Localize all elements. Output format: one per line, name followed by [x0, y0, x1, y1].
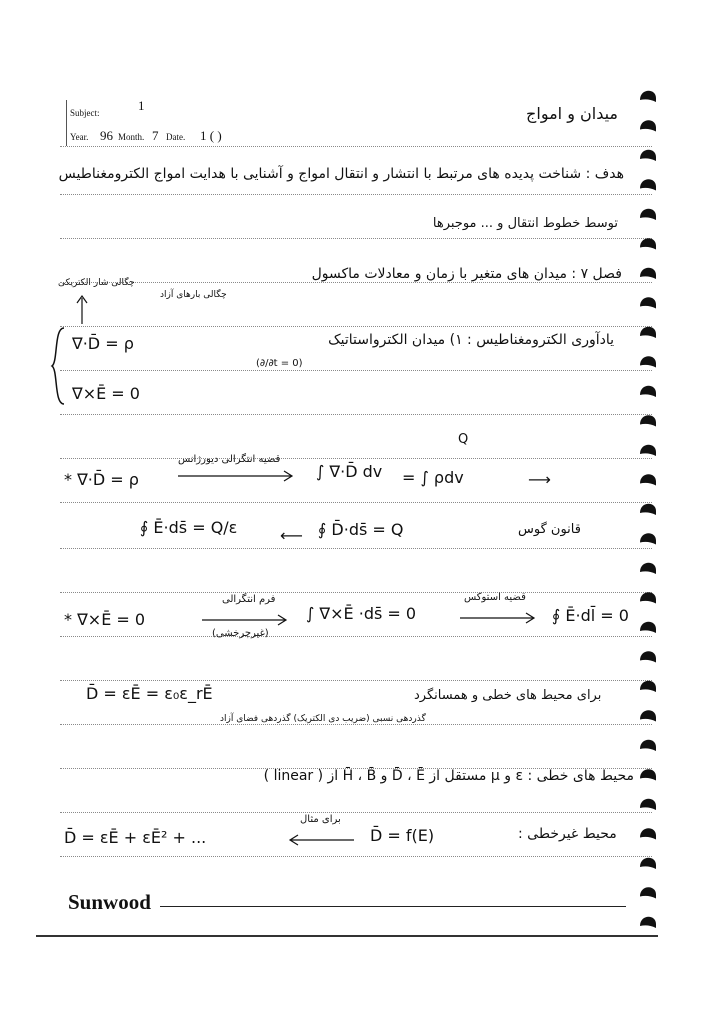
equation-curl-e: ∇×Ē = 0 [72, 384, 140, 403]
month-label: Month. [118, 132, 145, 142]
binding-hole [640, 651, 656, 662]
linear-isotropic-note: برای محیط های خطی و همسانگرد [414, 688, 602, 703]
note-arrow [72, 294, 92, 324]
gauss-q-label: Q [458, 432, 469, 447]
for-example-arrow [286, 834, 356, 846]
divergence-theorem-note: قضیه انتگرالی دیورژانس [178, 454, 281, 465]
gauss-volume-integral: ∫ ∇·D̄ dv [316, 462, 383, 481]
binding-hole [640, 297, 656, 308]
binding-hole [640, 179, 656, 190]
stokes-theorem-note: قضیه استوکس [464, 592, 526, 603]
arrow-right-icon: ⟶ [528, 470, 551, 489]
binding-hole [640, 386, 656, 397]
binding-hole [640, 533, 656, 544]
arrow-left-icon: ⟵ [280, 526, 303, 545]
nonlinear-media-label: محیط غیرخطی : [518, 826, 617, 842]
binding-hole [640, 474, 656, 485]
reminder-heading: یادآوری الکترومغناطیس : ۱) میدان الکترواستاتیک [328, 332, 614, 348]
binding-hole [640, 209, 656, 220]
binding-hole [640, 504, 656, 515]
brace-icon [48, 326, 68, 406]
nonlinear-series: D̄ = εĒ + εĒ² + ... [64, 828, 207, 847]
permittivity-notes: گذردهی نسبی (ضریب دی الکتریک) گذردهی فضای آزاد [220, 714, 426, 724]
irrotational-note: (غیرچرخشی) [212, 628, 269, 639]
date-value: 1 ( ) [200, 128, 222, 143]
year-label: Year. [70, 132, 89, 142]
equation-div-d: ∇·D̄ = ρ [72, 334, 134, 353]
year-value: 96 [100, 128, 113, 143]
goal-continuation: توسط خطوط انتقال و ... موجبرها [432, 216, 618, 231]
curl-lhs: * ∇×Ē = 0 [64, 610, 146, 629]
gauss-charge-integral: = ∫ ρdv [402, 468, 464, 487]
binding-hole [640, 150, 656, 161]
page-title: میدان و امواج [526, 104, 618, 123]
constitutive-equation: D̄ = εĒ = ε₀ε_rĒ [86, 684, 213, 703]
binding-hole [640, 887, 656, 898]
subject-value: 1 [138, 98, 145, 113]
ruled-lines [60, 0, 660, 1016]
binding-hole [640, 445, 656, 456]
binding-hole [640, 740, 656, 751]
subject-label: Subject: [70, 108, 100, 118]
chapter-heading: فصل ۷ : میدان های متغیر با زمان و معادلات ماکسول [311, 266, 622, 282]
for-example-note: برای مثال [300, 814, 341, 825]
gauss-lhs: * ∇·D̄ = ρ [64, 470, 139, 489]
binding-hole [640, 268, 656, 279]
binding-hole [640, 120, 656, 131]
spiral-binding-icon [636, 80, 666, 940]
binding-hole [640, 799, 656, 810]
line-integral-equation: ∮ Ē·dl̄ = 0 [552, 606, 629, 625]
binding-hole [640, 356, 656, 367]
header-box [66, 98, 160, 146]
note-free-charge: چگالی بارهای آزاد [160, 290, 227, 300]
brand-logo: Sunwood [68, 890, 151, 914]
linear-media-line: محیط های خطی : ε و μ مستقل از D̄ ، Ē و H̄ ، B̄ از ( linear ) [263, 768, 634, 784]
binding-hole [640, 622, 656, 633]
binding-hole [640, 917, 656, 928]
goal-line: هدف : شناخت پدیده های مرتبط با انتشار و انتقال امواج و آشنایی با هدایت امواج الکترومغناطیس [58, 166, 624, 182]
binding-hole [640, 91, 656, 102]
divergence-arrow [176, 470, 296, 482]
binding-hole [640, 858, 656, 869]
stokes-arrow [458, 612, 538, 624]
bottom-edge-line [36, 935, 658, 937]
month-value: 7 [152, 128, 159, 143]
binding-hole [640, 592, 656, 603]
binding-hole [640, 710, 656, 721]
nonlinear-function: D̄ = f(E) [370, 826, 435, 845]
binding-hole [640, 828, 656, 839]
integral-form-note: فرم انتگرالی [222, 594, 276, 605]
gauss-law-label: قانون گوس [518, 522, 581, 537]
binding-hole [640, 327, 656, 338]
e-flux-equation: ∮ Ē·ds̄ = Q/ε [140, 518, 238, 537]
binding-hole [640, 415, 656, 426]
brand-underline [160, 906, 626, 907]
date-label: Date. [166, 132, 186, 142]
static-condition: (∂/∂t = 0) [256, 358, 303, 369]
d-flux-equation: ∮ D̄·ds̄ = Q [318, 520, 404, 539]
curl-surface-integral: ∫ ∇×Ē ·ds̄ = 0 [306, 604, 417, 623]
binding-hole [640, 563, 656, 574]
note-charge-density: چگالی شار الکتریکی [58, 278, 135, 288]
binding-hole [640, 769, 656, 780]
binding-hole [640, 681, 656, 692]
integral-form-arrow [200, 614, 290, 626]
binding-hole [640, 238, 656, 249]
